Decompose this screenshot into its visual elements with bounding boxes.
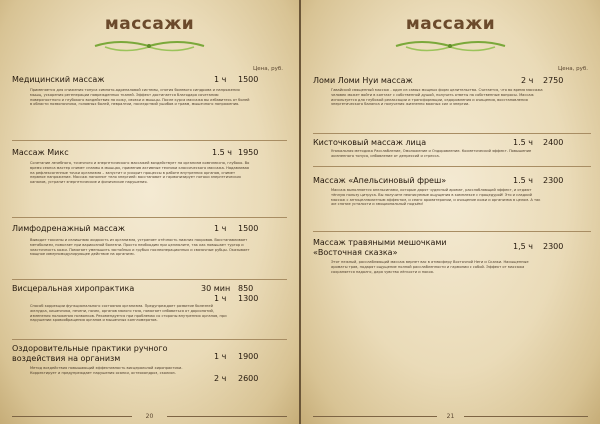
item-duration: 2 ч (521, 76, 534, 85)
item-price: 1500 (238, 75, 259, 84)
leaf-ornament-icon (0, 38, 299, 54)
item-price: 1900 (238, 352, 259, 361)
divider (313, 166, 591, 167)
item-duration: 1 ч (214, 75, 227, 84)
item-duration: 1.5 ч (513, 176, 533, 185)
item-price: 2400 (543, 138, 564, 147)
item-description: Этот нежный, расслабляющий массаж вернет вас в атмосферу Восточной Неги и Сказки. Насыщенные ароматы трав, подарят ощущение полной расслабленности и гармонии с собой. Эффект от массажа сохраняется надолго, даря чувство лёгкости и покоя. (331, 260, 529, 274)
item-duration: 30 мин (201, 284, 231, 293)
left-page (0, 0, 299, 424)
item-price: 850 (238, 284, 254, 293)
menu-item (12, 148, 287, 185)
item-description: Способ коррекции функционального состояния организма. Предупреждает развитие болезней желудка, кишечника, печени, почек, органов малого таза, помогает избавиться от дорсопатий, изменения положения позвонков. Рекомендуется при проблемах со стороны внутренних органов, при нарушении кровообращения органов и мышечных конгломератов. (30, 304, 227, 323)
item-price: 2300 (543, 176, 564, 185)
item-name: Массаж Микс (12, 148, 69, 157)
divider (12, 279, 287, 280)
item-name: Массаж «Апельсиновый фреш» (313, 176, 447, 185)
menu-item (313, 238, 591, 274)
item-description: Уникальная методика Расслабление, Омоложение и Оздоровление. Косметический эффект. Повышение жизненного тонуса, избавление от депрессий и стресса. (331, 149, 532, 158)
item-price: 1500 (238, 224, 259, 233)
item-price: 1300 (238, 294, 259, 303)
item-name: Висцеральная хиропрактика (12, 284, 135, 293)
page-title: массажи (405, 14, 496, 34)
divider (12, 140, 287, 141)
item-duration: 2 ч (214, 374, 227, 383)
item-price: 2750 (543, 76, 564, 85)
divider (313, 133, 591, 134)
item-description: Сочетание лечебного, точечного и энергетического массажей воздействует на организм комплексно, глубоко. Во время сеанса мастер снимет спазмы в мышцах, применив активные техники классического массажа. Надавливая на рефлексогенные точки организма – запустит и ускорит процессы в работе внутренних органов, снимет нервное напряжение. Массаж наполнит тело энергией: восстановит и гармонизирует потоки энергетических каналов, устранит энергетические и физические нарушения. (30, 161, 250, 185)
divider (12, 217, 287, 218)
item-description: Гавайский священный массаж - один из самых мощных форм целительства. Считается, что во время массажа человек может войти в контакт с собственной душой, получить ответы на собственные вопросы. Массаж используется для глубокой релаксации и трансформации, оздоровления и очищения, восстановления энергетического баланса и получения жизненно важных сил и энергии. (331, 88, 543, 107)
item-duration: 1 ч (214, 352, 227, 361)
item-name: Ломи Ломи Нуи массаж (313, 76, 413, 85)
item-duration: 1 ч (214, 224, 227, 233)
menu-item (12, 284, 287, 323)
page-number: 20 (145, 413, 154, 420)
page-title: массажи (104, 14, 195, 34)
item-name: Медицинский массаж (12, 75, 105, 84)
item-duration: 1.5 ч (212, 148, 232, 157)
divider (12, 339, 287, 340)
menu-item (313, 76, 591, 107)
item-duration: 1 ч (214, 294, 227, 303)
item-description: Массаж выполняется апельсинами, которые дарят чудесный аромат, расслабляющий эффект, и отдают тёплую пользу цитруса. Вы получите неописуемые ощущения в комплексе с процедурой! Это и сладкий массаж с антицеллюлитным эффектом, и сеанс ароматерапии, и очищение кожи и организма в целом. А так же снятие усталости и эмоциональный подъём! (331, 188, 541, 207)
item-name: Массаж травяными мешочками «Восточная сказка» (313, 238, 447, 257)
item-name: Оздоровительные практики ручного воздействия на организм (12, 344, 168, 363)
item-name: Лимфодренажный массаж (12, 224, 125, 233)
item-price: 2300 (543, 242, 564, 251)
menu-item (12, 75, 287, 107)
item-description: Метод воздействия повышающий эффективность висцеральной хиропрактики. Корректирует и предупреждает нарушения осанки, остеохондроз, сколиоз. (30, 366, 183, 375)
item-duration: 1,5 ч (513, 242, 533, 251)
divider (313, 231, 591, 232)
menu-item (313, 176, 591, 207)
right-page (301, 0, 600, 424)
item-duration: 1.5 ч (513, 138, 533, 147)
page-number: 21 (446, 413, 455, 420)
item-description: Применяется для снижения тонуса симпато-адреналовой системы, снятия болевого синдрома и напряжения мышц, ускорения регенерации поврежденных тканей. Эффект достигается благодаря сочетанию поверхностного и глубокого воздействия на кожу, связки и мышцы. После курса массажа вы избавитесь от болей в области позвоночника, головных болей, невралгии, последствий ушибов и травм, мышечного напряжения. (30, 88, 250, 107)
price-caption: Цена, руб. (252, 66, 283, 72)
menu-item (12, 224, 287, 257)
item-price: 2600 (238, 374, 259, 383)
leaf-ornament-icon (301, 38, 600, 54)
price-caption: Цена, руб. (557, 66, 588, 72)
item-name: Кисточковый массаж лица (313, 138, 427, 147)
menu-item (12, 344, 287, 383)
item-description: Выводит токсины и излишнюю жидкость из организма, устраняет отёчность нижних покровов. Восстанавливает метаболизм, помогает при варикозной болезни. Просто необходим при целлюлите, так как повышает тургор и эластичность кожи. Помогает уменьшить застойных и грубых послеоперационных и связочные рубцы. Оказывает мощное иммуномодулирующее действие на организм. (30, 238, 250, 257)
menu-item (313, 138, 591, 158)
item-price: 1950 (238, 148, 259, 157)
